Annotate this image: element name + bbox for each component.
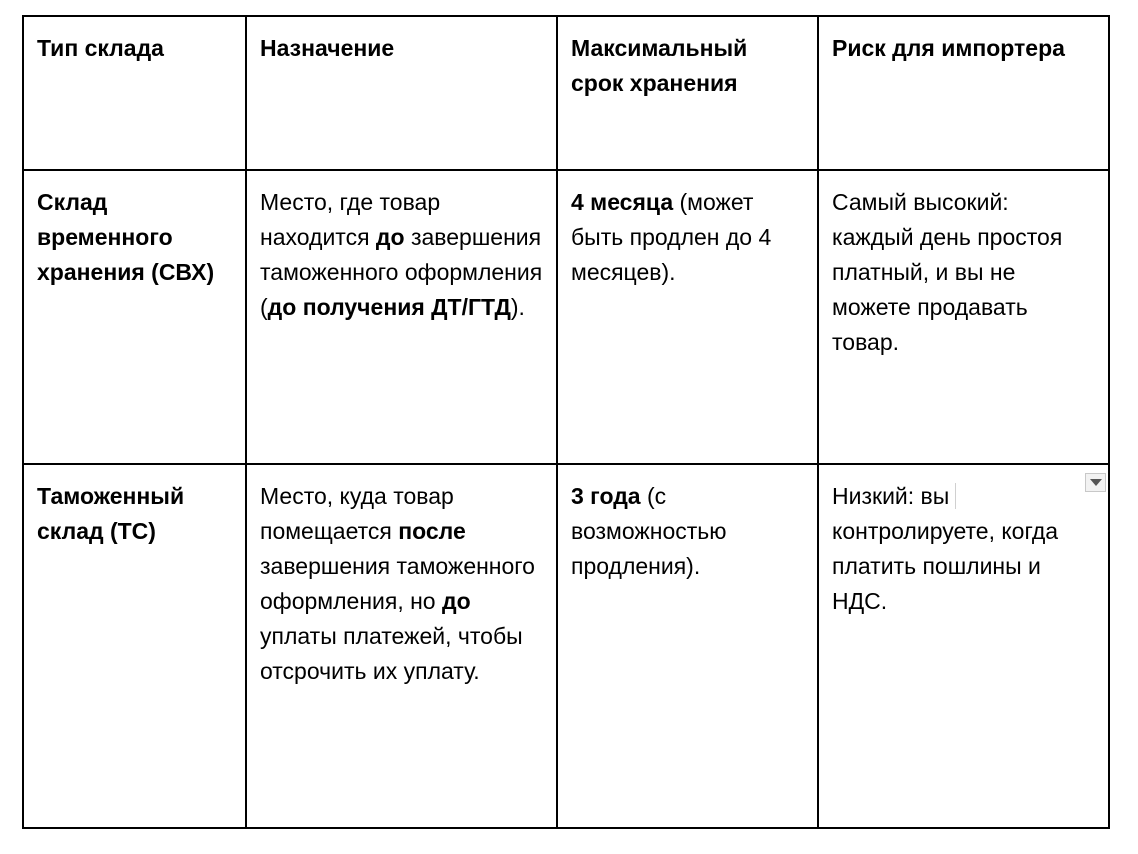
cell-risk-svh[interactable] — [818, 170, 1109, 464]
purpose-text: завершения таможенного оформления ( — [260, 224, 543, 320]
purpose-text: завершения таможенного оформления, но — [260, 553, 535, 614]
table-row — [23, 170, 1109, 464]
term-bold: 4 месяца — [571, 189, 674, 215]
purpose-bold: после — [398, 518, 466, 544]
table-row — [23, 464, 1109, 828]
risk-text: Самый высокий: каждый день простоя платный, и вы не можете продавать товар. — [832, 189, 1063, 355]
header-cell-purpose[interactable] — [246, 16, 557, 170]
purpose-bold: до — [375, 224, 405, 250]
header-cell-risk[interactable] — [818, 16, 1109, 170]
cell-purpose-ts[interactable] — [246, 464, 557, 828]
purpose-text: Место, куда товар помещается — [260, 483, 454, 544]
risk-text: контролируете, когда платить пошлины и НДС. — [832, 518, 1059, 614]
header-cell-type[interactable] — [23, 16, 246, 170]
warehouse-comparison-table — [22, 15, 1110, 829]
header-purpose: Назначение — [260, 35, 395, 61]
purpose-text: уплаты платежей, чтобы отсрочить их уплату. — [260, 623, 523, 684]
risk-text: Низкий: вы — [832, 483, 950, 509]
header-risk: Риск для импортера — [832, 35, 1065, 61]
purpose-bold: до получения ДТ/ГТД — [267, 294, 511, 320]
table-header-row — [23, 16, 1109, 170]
header-type: Тип склада — [37, 35, 164, 61]
purpose-bold: до — [442, 588, 471, 614]
purpose-text: Место, где товар находится — [260, 189, 441, 250]
term-text: (с возможностью продления). — [571, 483, 727, 579]
cell-risk-ts[interactable] — [818, 464, 1109, 828]
term-bold: 3 года — [571, 483, 641, 509]
cell-term-ts[interactable] — [557, 464, 818, 828]
cell-type-ts[interactable] — [23, 464, 246, 828]
cell-type-svh[interactable] — [23, 170, 246, 464]
cell-term-svh[interactable] — [557, 170, 818, 464]
header-cell-term[interactable] — [557, 16, 818, 170]
cell-menu-button[interactable] — [1085, 473, 1106, 492]
header-term: Максимальный срок хранения — [571, 35, 748, 96]
text-cursor — [955, 483, 956, 509]
type-ts: Таможенный склад (ТС) — [37, 483, 185, 544]
type-svh: Склад временного хранения (СВХ) — [37, 189, 215, 285]
purpose-text: ). — [510, 294, 525, 320]
term-text: (может быть продлен до 4 месяцев). — [571, 189, 772, 285]
cell-purpose-svh[interactable] — [246, 170, 557, 464]
